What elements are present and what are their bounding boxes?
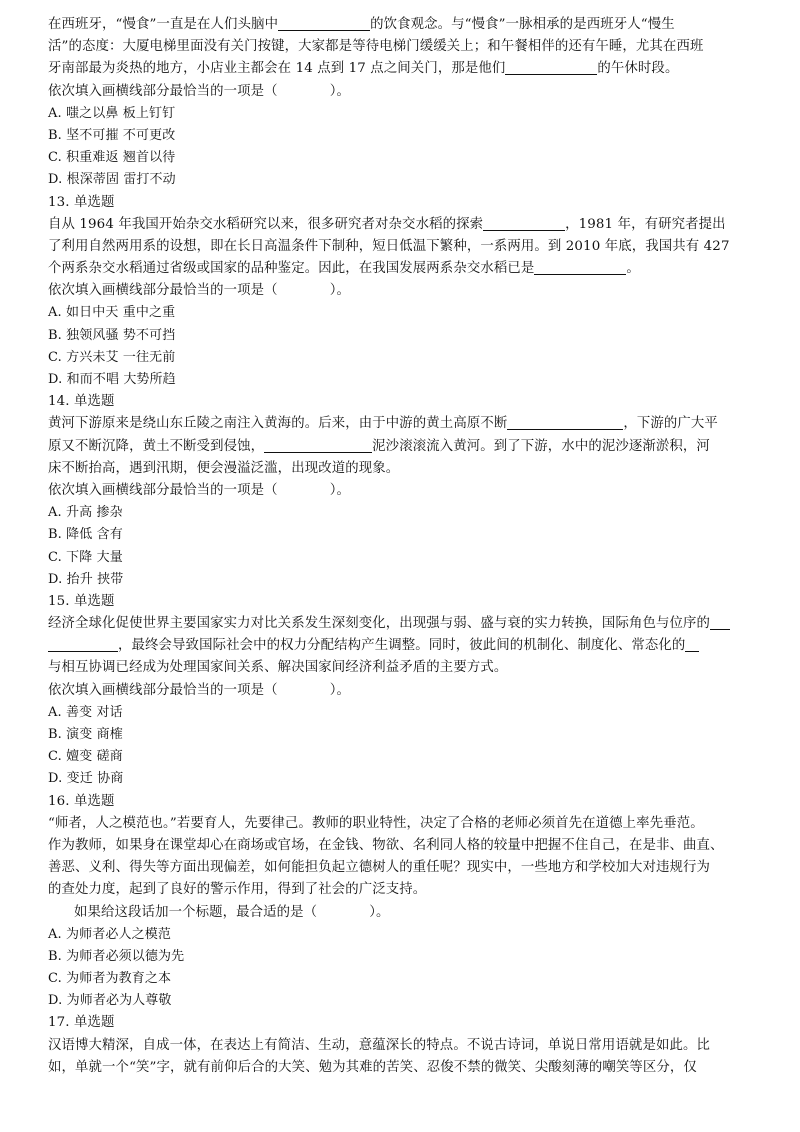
q12-option-d[interactable]: D. 根深蒂固 雷打不动 [48, 172, 176, 188]
q16-passage-line-2: 作为教师，如果身在课堂却心在商场或官场，在金钱、物欲、名利同人格的较量中把握不住自己，在是非、曲直、 [48, 837, 724, 853]
q12-passage-line-2: 活”的态度：大厦电梯里面没有关门按键，大家都是等待电梯门缓缓关上；和午餐相伴的还有午睡，尤其在西班 [48, 39, 704, 55]
q14-option-b[interactable]: B. 降低 含有 [48, 527, 123, 543]
fill-blank [483, 216, 565, 231]
q13-header: 13. 单选题 [48, 194, 115, 210]
q14-passage-line-2: 原又不断沉降，黄土不断受到侵蚀， 泥沙滚滚流入黄河。到了下游，水中的泥沙逐渐淤积，河 [48, 438, 710, 454]
fill-blank [264, 438, 372, 453]
q13-prompt: 依次填入画横线部分最恰当的一项是（ ）。 [48, 283, 351, 299]
q13-option-a[interactable]: A. 如日中天 重中之重 [48, 305, 176, 321]
q15-prompt: 依次填入画横线部分最恰当的一项是（ ）。 [48, 682, 351, 698]
q13-option-d[interactable]: D. 和而不唱 大势所趋 [48, 372, 176, 387]
q14-option-c[interactable]: C. 下降 大量 [48, 549, 123, 565]
q12-option-a[interactable]: A. 嗤之以鼻 板上钉钉 [48, 105, 176, 121]
q14-prompt: 依次填入画横线部分最恰当的一项是（ ）。 [48, 482, 351, 498]
q13-option-c[interactable]: C. 方兴未艾 一往无前 [48, 349, 176, 365]
q13-passage-line-1: 自从 1964 年我国开始杂交水稻研究以来，很多研究者对杂交水稻的探索 ，1981 年，有研究者提出 [48, 216, 726, 232]
q15-option-b[interactable]: B. 演变 商榷 [48, 727, 123, 742]
q14-option-a[interactable]: A. 升高 掺杂 [48, 505, 123, 521]
q13-option-b[interactable]: B. 独领风骚 势不可挡 [48, 327, 176, 343]
fill-blank [507, 415, 623, 430]
fill-blank [505, 60, 597, 75]
q17-passage-line-2: 如，单就一个“笑”字，就有前仰后合的大笑、勉为其难的苦笑、忍俊不禁的微笑、尖酸刻薄的嘲笑等区分，仅 [48, 1059, 697, 1075]
q16-option-c[interactable]: C. 为师者为教育之本 [48, 971, 172, 987]
q14-option-d[interactable]: D. 抬升 挟带 [48, 571, 124, 587]
q12-prompt: 依次填入画横线部分最恰当的一项是（ ）。 [48, 83, 351, 99]
fill-blank [534, 260, 626, 275]
q17-passage-line-1: 汉语博大精深，自成一体，在表达上有简洁、生动，意蕴深长的特点。不说古诗词，单说日常用语就是如此。比 [48, 1037, 711, 1053]
q13-passage-line-3: 个两系杂交水稻通过省级或国家的品种鉴定。因此，在我国发展两系杂交水稻已是 。 [48, 261, 640, 277]
q16-header: 16. 单选题 [48, 793, 115, 809]
q16-option-b[interactable]: B. 为师者必须以德为先 [48, 948, 185, 964]
q17-header: 17. 单选题 [48, 1015, 115, 1031]
q14-passage-line-1: 黄河下游原来是绕山东丘陵之南注入黄海的。后来，由于中游的黄土高原不断 ，下游的广大平 [48, 416, 718, 432]
q12-passage-line-1: 在西班牙，“慢食”一直是在人们头脑中 的饮食观念。与“慢食”一脉相承的是西班牙人“慢生 [48, 17, 675, 32]
q16-passage-line-1: “师者，人之模范也。”若要育人，先要律己。教师的职业特性，决定了合格的老师必须首先在道德上率先垂范。 [48, 815, 704, 831]
q16-option-a[interactable]: A. 为师者必人之模范 [48, 926, 171, 942]
q12-option-b[interactable]: B. 坚不可摧 不可更改 [48, 127, 176, 143]
q15-option-d[interactable]: D. 变迁 协商 [48, 771, 124, 787]
fill-blank [710, 615, 730, 630]
q16-passage-line-4: 的查处力度，起到了良好的警示作用，得到了社会的广泛支持。 [48, 882, 427, 898]
exam-page [48, 14, 754, 1079]
q15-option-a[interactable]: A. 善变 对话 [48, 704, 123, 720]
q12-passage-line-3: 牙南部最为炎热的地方，小店业主都会在 14 点到 17 点之间关门，那是他们 的午休时段。 [48, 61, 679, 77]
q14-header: 14. 单选题 [48, 394, 115, 410]
q15-passage-line-1: 经济全球化促使世界主要国家实力对比关系发生深刻变化，出现强与弱、盛与衰的实力转换，国际角色与位序的 [48, 613, 754, 635]
fill-blank [278, 16, 370, 31]
q13-passage-line-2: 了利用自然两用系的设想，即在长日高温条件下制种，短日低温下繁种，一系两用。到 2010 年底，我国共有 427 [48, 238, 730, 254]
q15-option-c[interactable]: C. 嬗变 磋商 [48, 749, 123, 765]
q16-prompt: 如果给这段话加一个标题，最合适的是（ ）。 [74, 904, 390, 920]
q15-passage-line-2: ，最终会导致国际社会中的权力分配结构产生调整。同时，彼此间的机制化、制度化、常态化的 [48, 635, 754, 657]
q14-passage-line-3: 床不断抬高，遇到汛期，便会漫溢泛滥，出现改道的现象。 [48, 460, 400, 476]
q12-option-c[interactable]: C. 积重难返 翘首以待 [48, 150, 176, 166]
q16-option-d[interactable]: D. 为师者必为人尊敬 [48, 993, 172, 1009]
q16-passage-line-3: 善恶、义利、得失等方面出现偏差，如何能担负起立德树人的重任呢？现实中，一些地方和学校加大对违规行为 [48, 860, 711, 876]
q15-passage-line-3: 与相互协调已经成为处理国家间关系、解决国家间经济利益矛盾的主要方式。 [48, 660, 508, 676]
fill-blank [685, 637, 699, 652]
fill-blank [48, 637, 118, 652]
q15-header: 15. 单选题 [48, 593, 115, 609]
